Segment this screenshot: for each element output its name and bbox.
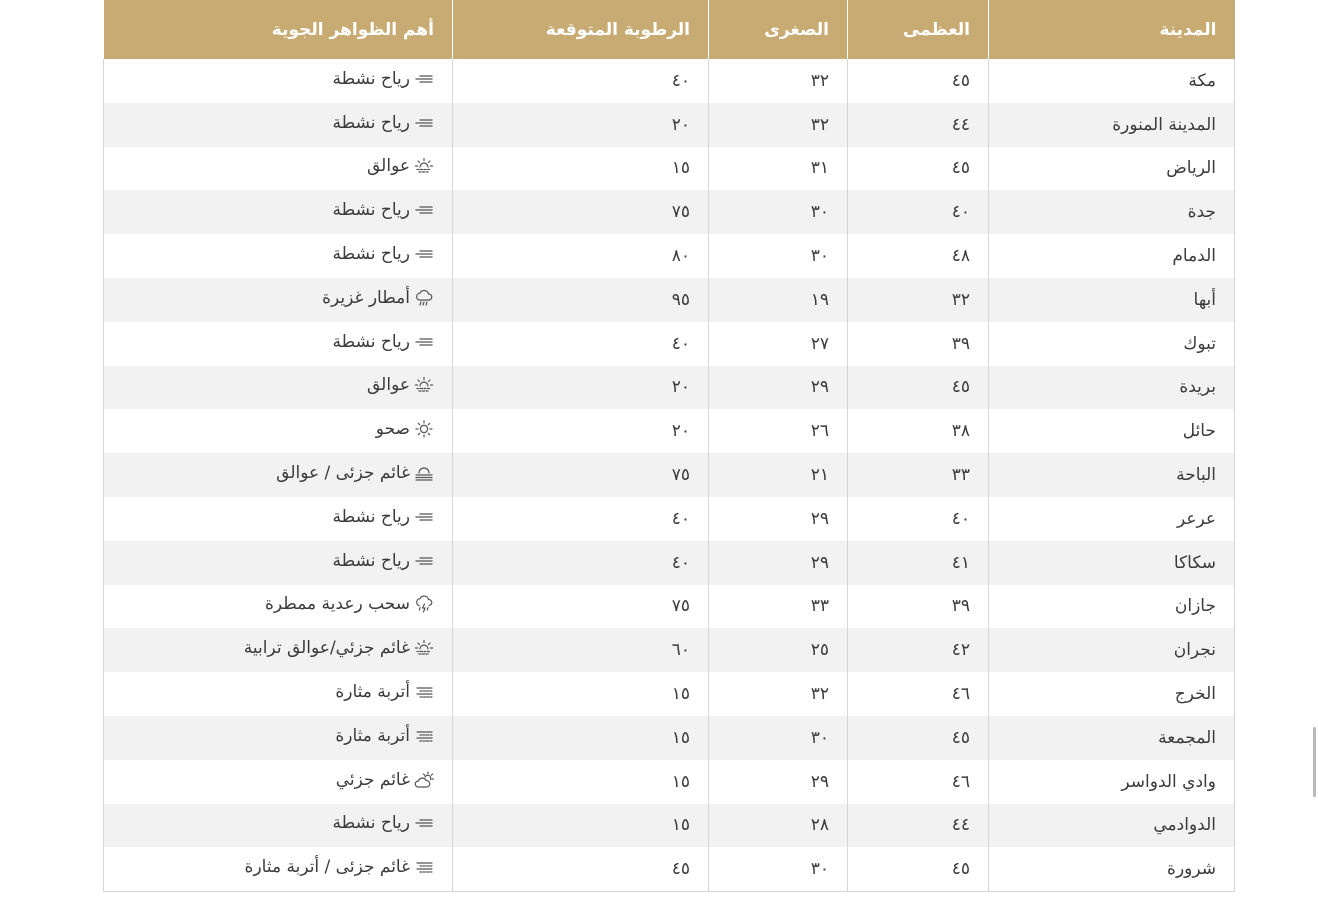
- cell-city: المدينة المنورة: [989, 103, 1235, 147]
- cell-min-temp: ٢٩: [709, 541, 848, 585]
- cell-min-temp: ٢٩: [709, 760, 848, 804]
- cell-humidity: ٦٠: [453, 628, 709, 672]
- phenomena-text: غائم جزئى / عوالق: [276, 463, 410, 484]
- cell-humidity: ٤٠: [453, 322, 709, 366]
- cell-humidity: ١٥: [453, 760, 709, 804]
- phenomena-content: [367, 156, 434, 176]
- phenomena-content: [333, 332, 434, 352]
- cell-max-temp: ٤٢: [848, 628, 989, 672]
- phenomena-content: [333, 200, 434, 220]
- heavy-rain-icon: [414, 289, 434, 307]
- cell-city: الدوادمي: [989, 804, 1235, 848]
- header-max-temp: العظمى: [848, 0, 989, 59]
- phenomena-text: رياح نشطة: [332, 550, 410, 571]
- cell-max-temp: ٤٥: [848, 716, 989, 760]
- cell-min-temp: ٣٣: [709, 585, 848, 629]
- cell-min-temp: ٢٩: [709, 497, 848, 541]
- table-row: [104, 322, 1235, 366]
- phenomena-text: عوالق: [366, 375, 410, 396]
- cell-humidity: ٩٥: [453, 278, 709, 322]
- phenomena-content: [322, 288, 434, 308]
- scrollbar-thumb[interactable]: [1313, 727, 1316, 797]
- fog-icon: [414, 464, 434, 482]
- cell-humidity: ١٥: [453, 804, 709, 848]
- cell-max-temp: ٤٥: [848, 147, 989, 191]
- table-row: [104, 804, 1235, 848]
- cell-city: سكاكا: [989, 541, 1235, 585]
- cell-city: عرعر: [989, 497, 1235, 541]
- haze-icon: [414, 639, 434, 657]
- cell-phenomena: [104, 453, 453, 497]
- phenomena-text: سحب رعدية ممطرة: [264, 594, 410, 615]
- table-row: [104, 190, 1235, 234]
- wind-icon: [414, 245, 434, 263]
- phenomena-content: [336, 770, 434, 790]
- phenomena-content: [245, 857, 434, 877]
- cell-max-temp: ٣٨: [848, 409, 989, 453]
- phenomena-text: صحو: [375, 419, 410, 440]
- phenomena-text: رياح نشطة: [332, 200, 410, 221]
- cell-phenomena: [104, 716, 453, 760]
- table-row: [104, 366, 1235, 410]
- cell-city: وادي الدواسر: [989, 760, 1235, 804]
- phenomena-content: [333, 813, 434, 833]
- phenomena-text: رياح نشطة: [332, 331, 410, 352]
- cell-phenomena: [104, 847, 453, 891]
- cell-phenomena: [104, 804, 453, 848]
- cell-humidity: ٢٠: [453, 409, 709, 453]
- header-min-temp: الصغرى: [709, 0, 848, 59]
- wind-icon: [414, 114, 434, 132]
- phenomena-content: [335, 682, 434, 702]
- cell-max-temp: ٤٥: [848, 366, 989, 410]
- cell-min-temp: ٣٠: [709, 190, 848, 234]
- dust-icon: [414, 683, 434, 701]
- table-row: [104, 453, 1235, 497]
- phenomena-text: عوالق: [366, 156, 410, 177]
- cell-min-temp: ٣١: [709, 147, 848, 191]
- cell-max-temp: ٤٠: [848, 190, 989, 234]
- header-city: المدينة: [989, 0, 1235, 59]
- cell-humidity: ١٥: [453, 716, 709, 760]
- cell-humidity: ١٥: [453, 672, 709, 716]
- cell-city: الخرج: [989, 672, 1235, 716]
- cell-phenomena: [104, 672, 453, 716]
- table-row: [104, 672, 1235, 716]
- cell-phenomena: [104, 59, 453, 103]
- weather-table-container: [103, 0, 1234, 892]
- cell-humidity: ٤٠: [453, 59, 709, 103]
- cell-city: المجمعة: [989, 716, 1235, 760]
- sun-icon: [414, 420, 434, 438]
- cell-humidity: ٧٥: [453, 585, 709, 629]
- cell-max-temp: ٤٠: [848, 497, 989, 541]
- cell-max-temp: ٤٦: [848, 672, 989, 716]
- table-row: [104, 716, 1235, 760]
- table-row: [104, 278, 1235, 322]
- header-phenomena: أهم الظواهر الجوية: [104, 0, 453, 59]
- table-row: [104, 103, 1235, 147]
- cell-min-temp: ١٩: [709, 278, 848, 322]
- cell-phenomena: [104, 497, 453, 541]
- wind-icon: [414, 814, 434, 832]
- phenomena-content: [367, 375, 434, 395]
- cell-phenomena: [104, 190, 453, 234]
- phenomena-content: [333, 113, 434, 133]
- phenomena-content: [333, 551, 434, 571]
- cell-phenomena: [104, 234, 453, 278]
- cell-min-temp: ٢٧: [709, 322, 848, 366]
- cell-phenomena: [104, 760, 453, 804]
- table-row: [104, 59, 1235, 103]
- cell-city: الباحة: [989, 453, 1235, 497]
- phenomena-content: [244, 638, 434, 658]
- table-row: [104, 628, 1235, 672]
- cell-max-temp: ٤٥: [848, 847, 989, 891]
- cell-humidity: ٨٠: [453, 234, 709, 278]
- wind-icon: [414, 552, 434, 570]
- cell-city: أبها: [989, 278, 1235, 322]
- phenomena-text: رياح نشطة: [332, 813, 410, 834]
- phenomena-text: أتربة مثارة: [335, 725, 410, 746]
- cell-max-temp: ٤٥: [848, 59, 989, 103]
- phenomena-text: رياح نشطة: [332, 112, 410, 133]
- cell-min-temp: ٣٢: [709, 672, 848, 716]
- cell-min-temp: ٢٩: [709, 366, 848, 410]
- cell-max-temp: ٣٩: [848, 585, 989, 629]
- cell-city: شرورة: [989, 847, 1235, 891]
- phenomena-text: غائم جزئى / أتربة مثارة: [244, 856, 410, 877]
- weather-table: [103, 0, 1235, 892]
- cell-min-temp: ٣٢: [709, 59, 848, 103]
- cell-city: بريدة: [989, 366, 1235, 410]
- partly-cloudy-icon: [414, 771, 434, 789]
- phenomena-content: [333, 244, 434, 264]
- phenomena-text: أتربة مثارة: [335, 682, 410, 703]
- cell-city: جدة: [989, 190, 1235, 234]
- cell-max-temp: ٤١: [848, 541, 989, 585]
- phenomena-text: رياح نشطة: [332, 68, 410, 89]
- phenomena-content: [333, 69, 434, 89]
- header-humidity: الرطوبة المتوقعة: [453, 0, 709, 59]
- cell-max-temp: ٣٢: [848, 278, 989, 322]
- cell-max-temp: ٤٤: [848, 804, 989, 848]
- cell-phenomena: [104, 278, 453, 322]
- cell-city: تبوك: [989, 322, 1235, 366]
- cell-city: جازان: [989, 585, 1235, 629]
- cell-phenomena: [104, 409, 453, 453]
- cell-max-temp: ٤٦: [848, 760, 989, 804]
- cell-city: الرياض: [989, 147, 1235, 191]
- phenomena-content: [333, 507, 434, 527]
- phenomena-text: رياح نشطة: [332, 244, 410, 265]
- cell-min-temp: ٣٠: [709, 847, 848, 891]
- cell-min-temp: ٢١: [709, 453, 848, 497]
- wind-icon: [414, 508, 434, 526]
- table-row: [104, 760, 1235, 804]
- cell-humidity: ٤٥: [453, 847, 709, 891]
- cell-min-temp: ٢٥: [709, 628, 848, 672]
- cell-min-temp: ٣٠: [709, 234, 848, 278]
- table-row: [104, 497, 1235, 541]
- wind-icon: [414, 70, 434, 88]
- phenomena-text: رياح نشطة: [332, 506, 410, 527]
- phenomena-content: [276, 463, 434, 483]
- cell-city: الدمام: [989, 234, 1235, 278]
- wind-icon: [414, 201, 434, 219]
- table-row: [104, 541, 1235, 585]
- cell-humidity: ٤٠: [453, 497, 709, 541]
- cell-min-temp: ٢٨: [709, 804, 848, 848]
- dust-icon: [414, 727, 434, 745]
- cell-phenomena: [104, 628, 453, 672]
- cell-max-temp: ٤٨: [848, 234, 989, 278]
- cell-min-temp: ٣٢: [709, 103, 848, 147]
- cell-max-temp: ٣٩: [848, 322, 989, 366]
- cell-phenomena: [104, 585, 453, 629]
- cell-city: نجران: [989, 628, 1235, 672]
- cell-min-temp: ٣٠: [709, 716, 848, 760]
- phenomena-text: غائم جزئي/عوالق ترابية: [243, 638, 410, 659]
- phenomena-content: [335, 726, 434, 746]
- phenomena-text: أمطار غزيرة: [322, 287, 410, 308]
- table-row: [104, 585, 1235, 629]
- wind-icon: [414, 333, 434, 351]
- table-row: [104, 234, 1235, 278]
- cell-humidity: ٧٥: [453, 190, 709, 234]
- phenomena-text: غائم جزئي: [335, 769, 410, 790]
- haze-icon: [414, 157, 434, 175]
- thunderstorm-icon: [414, 595, 434, 613]
- phenomena-content: [265, 594, 434, 614]
- cell-phenomena: [104, 103, 453, 147]
- dust-icon: [414, 858, 434, 876]
- table-row: [104, 847, 1235, 891]
- cell-phenomena: [104, 541, 453, 585]
- cell-phenomena: [104, 147, 453, 191]
- cell-phenomena: [104, 322, 453, 366]
- cell-humidity: ٧٥: [453, 453, 709, 497]
- cell-humidity: ٢٠: [453, 366, 709, 410]
- cell-humidity: ١٥: [453, 147, 709, 191]
- haze-icon: [414, 376, 434, 394]
- cell-city: مكة: [989, 59, 1235, 103]
- cell-humidity: ٢٠: [453, 103, 709, 147]
- cell-humidity: ٤٠: [453, 541, 709, 585]
- cell-min-temp: ٢٦: [709, 409, 848, 453]
- cell-city: حائل: [989, 409, 1235, 453]
- cell-max-temp: ٤٤: [848, 103, 989, 147]
- table-row: [104, 147, 1235, 191]
- phenomena-content: [376, 419, 434, 439]
- cell-max-temp: ٣٣: [848, 453, 989, 497]
- table-row: [104, 409, 1235, 453]
- cell-phenomena: [104, 366, 453, 410]
- table-header-row: [104, 0, 1235, 59]
